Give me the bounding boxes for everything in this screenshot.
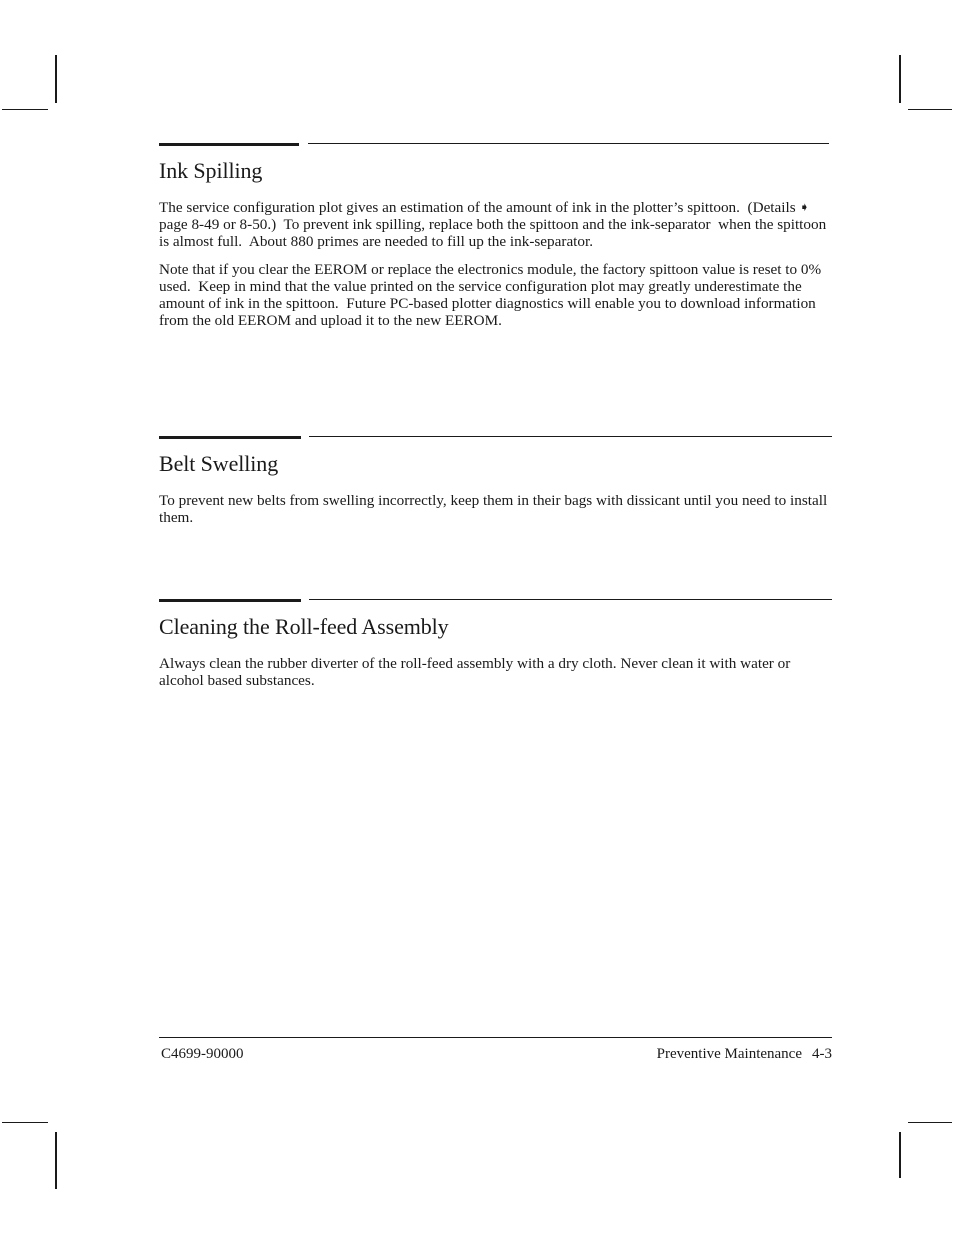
footer-rule	[159, 1037, 832, 1038]
section-body	[159, 199, 832, 340]
crop-mark-top-left-vertical	[55, 55, 57, 103]
crop-mark-bottom-right-vertical	[899, 1132, 901, 1178]
section-rule-thick	[159, 436, 301, 439]
paragraph-text-before-arrow: The service configuration plot gives an estimation of the amount of ink in the plotter’s spittoon. (Details	[159, 199, 796, 216]
crop-mark-top-left-horizontal	[2, 109, 48, 110]
section-body	[159, 655, 832, 700]
section-body	[159, 492, 832, 537]
footer-chapter-title: Preventive Maintenance	[656, 1046, 802, 1062]
section-rule-thick	[159, 599, 301, 602]
crop-mark-bottom-left-vertical	[55, 1132, 57, 1189]
section-rule-thick	[159, 143, 299, 146]
footer-page-info	[657, 1046, 832, 1063]
paragraph-text-after-arrow: page 8-49 or 8-50.) To prevent ink spilling, replace both the spittoon and the ink-separator when the spittoon is almost full. About 880 primes are needed to fill up the ink-separator.	[159, 216, 827, 250]
section-rule-thin	[309, 436, 832, 437]
crop-mark-bottom-right-horizontal	[908, 1122, 952, 1123]
right-arrow-icon: ➧	[799, 200, 810, 214]
paragraph: To prevent new belts from swelling incorrectly, keep them in their bags with dissicant until you need to install them.	[159, 492, 828, 526]
section-belt-swelling	[159, 436, 832, 536]
paragraph: Note that if you clear the EEROM or replace the electronics module, the factory spittoon value is reset to 0% used. Keep in mind that the value printed on the service configuration plot may greatly underestimate the amount of ink in the spittoon. Future PC-based plotter diagnostics will enable you to download information from the old EEROM and upload it to the new EEROM.	[159, 261, 822, 329]
section-heading: Belt Swelling	[159, 451, 279, 476]
crop-mark-top-right-horizontal	[908, 109, 952, 110]
section-rule-thin	[308, 143, 829, 144]
section-heading: Cleaning the Roll-feed Assembly	[159, 614, 449, 639]
section-heading: Ink Spilling	[159, 158, 263, 183]
paragraph	[159, 199, 832, 250]
crop-mark-top-right-vertical	[899, 55, 901, 103]
footer-part-number: C4699-90000	[161, 1046, 244, 1062]
section-rule-thin	[309, 599, 832, 600]
crop-mark-bottom-left-horizontal	[2, 1122, 48, 1123]
section-cleaning-roll-feed	[159, 599, 832, 699]
section-ink-spilling	[159, 143, 832, 383]
footer-page-number: 4-3	[812, 1046, 832, 1062]
paragraph: Always clean the rubber diverter of the roll-feed assembly with a dry cloth. Never clean it with water or alcohol based substances.	[159, 655, 791, 689]
